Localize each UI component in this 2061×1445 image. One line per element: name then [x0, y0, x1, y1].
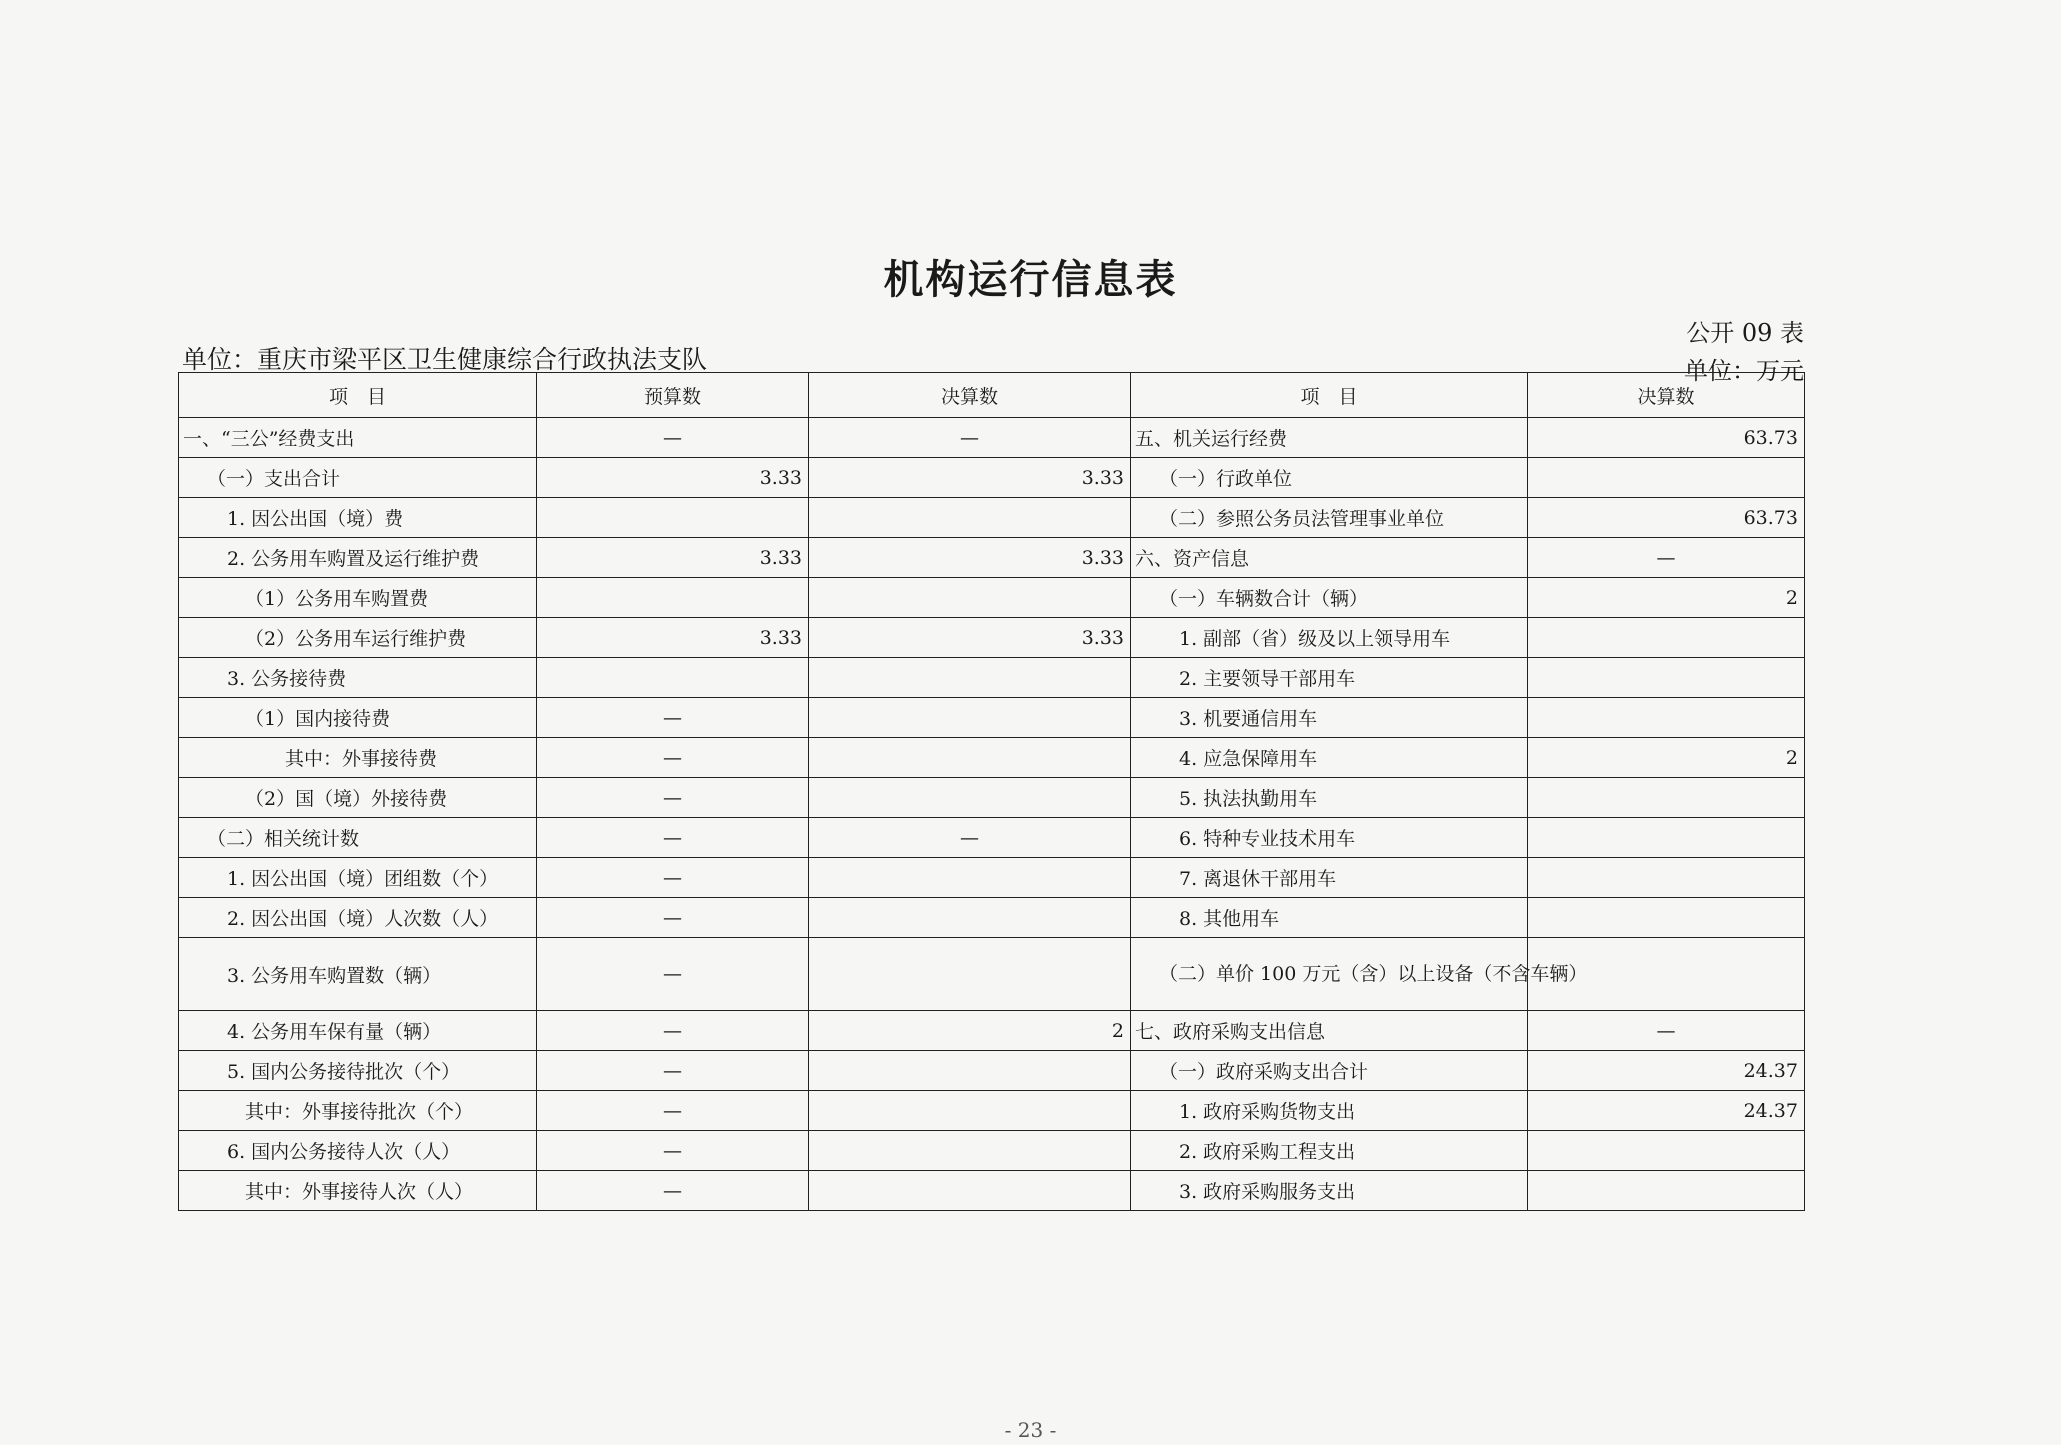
budget-cell: — — [537, 818, 809, 858]
table-row — [179, 778, 1805, 818]
final-left-cell: 3.33 — [809, 458, 1131, 498]
budget-cell: — — [537, 418, 809, 458]
left-item-cell: （2）国（境）外接待费 — [179, 778, 537, 818]
final-left-cell — [809, 738, 1131, 778]
right-item-cell: 七、政府采购支出信息 — [1131, 1011, 1528, 1051]
right-item-cell: 6. 特种专业技术用车 — [1131, 818, 1528, 858]
final-left-cell — [809, 898, 1131, 938]
left-item-cell: （1）公务用车购置费 — [179, 578, 537, 618]
right-item-cell: （二）单价 100 万元（含）以上设备（不含车辆） — [1131, 938, 1528, 1011]
page-title: 机构运行信息表 — [883, 256, 1178, 303]
final-right-cell: — — [1528, 538, 1805, 578]
final-right-cell — [1528, 618, 1805, 658]
budget-cell: — — [537, 738, 809, 778]
table-row — [179, 538, 1805, 578]
page-number: - 23 - — [1004, 1418, 1057, 1442]
left-item-cell: （1）国内接待费 — [179, 698, 537, 738]
final-left-cell — [809, 778, 1131, 818]
left-item-cell: （2）公务用车运行维护费 — [179, 618, 537, 658]
final-right-cell: 24.37 — [1528, 1051, 1805, 1091]
final-left-cell — [809, 858, 1131, 898]
final-right-cell — [1528, 1131, 1805, 1171]
left-item-cell: 4. 公务用车保有量（辆） — [179, 1011, 537, 1051]
final-left-cell — [809, 1091, 1131, 1131]
right-item-cell: （一）政府采购支出合计 — [1131, 1051, 1528, 1091]
header-budget: 预算数 — [537, 373, 809, 418]
budget-cell: 3.33 — [537, 538, 809, 578]
final-left-cell: 3.33 — [809, 618, 1131, 658]
table-row — [179, 458, 1805, 498]
budget-cell: — — [537, 898, 809, 938]
budget-cell: 3.33 — [537, 618, 809, 658]
final-left-cell — [809, 578, 1131, 618]
left-item-cell: 5. 国内公务接待批次（个） — [179, 1051, 537, 1091]
final-right-cell: 63.73 — [1528, 498, 1805, 538]
final-left-cell: 2 — [809, 1011, 1131, 1051]
table-row — [179, 1131, 1805, 1171]
right-item-cell: 3. 政府采购服务支出 — [1131, 1171, 1528, 1211]
table-row — [179, 498, 1805, 538]
final-left-cell — [809, 938, 1131, 1011]
right-item-cell: 1. 副部（省）级及以上领导用车 — [1131, 618, 1528, 658]
final-right-cell — [1528, 1171, 1805, 1211]
budget-cell: 3.33 — [537, 458, 809, 498]
table-row — [179, 698, 1805, 738]
table-row — [179, 618, 1805, 658]
right-item-cell: 五、机关运行经费 — [1131, 418, 1528, 458]
final-right-cell — [1528, 458, 1805, 498]
right-item-cell: 5. 执法执勤用车 — [1131, 778, 1528, 818]
left-item-cell: 2. 因公出国（境）人次数（人） — [179, 898, 537, 938]
right-item-cell: 2. 政府采购工程支出 — [1131, 1131, 1528, 1171]
right-item-cell: 8. 其他用车 — [1131, 898, 1528, 938]
right-item-cell: 1. 政府采购货物支出 — [1131, 1091, 1528, 1131]
budget-cell: — — [537, 1011, 809, 1051]
left-item-cell: 其中：外事接待人次（人） — [179, 1171, 537, 1211]
table-row — [179, 658, 1805, 698]
right-item-cell: 3. 机要通信用车 — [1131, 698, 1528, 738]
final-right-cell — [1528, 898, 1805, 938]
table-row — [179, 858, 1805, 898]
header-final-right: 决算数 — [1528, 373, 1805, 418]
budget-cell: — — [537, 778, 809, 818]
left-item-cell: 3. 公务用车购置数（辆） — [179, 938, 537, 1011]
table-row — [179, 1091, 1805, 1131]
right-item-cell: 7. 离退休干部用车 — [1131, 858, 1528, 898]
final-right-cell — [1528, 818, 1805, 858]
table-row — [179, 738, 1805, 778]
final-left-cell — [809, 498, 1131, 538]
left-item-cell: 2. 公务用车购置及运行维护费 — [179, 538, 537, 578]
left-item-cell: 一、“三公”经费支出 — [179, 418, 537, 458]
final-right-cell: 2 — [1528, 578, 1805, 618]
final-right-cell — [1528, 698, 1805, 738]
right-item-cell: （一）车辆数合计（辆） — [1131, 578, 1528, 618]
budget-cell: — — [537, 858, 809, 898]
final-right-cell: — — [1528, 1011, 1805, 1051]
reporting-unit: 单位：重庆市梁平区卫生健康综合行政执法支队 — [182, 345, 708, 374]
budget-cell: — — [537, 1131, 809, 1171]
final-left-cell: 3.33 — [809, 538, 1131, 578]
left-item-cell: 6. 国内公务接待人次（人） — [179, 1131, 537, 1171]
table-row — [179, 418, 1805, 458]
left-item-cell: （二）相关统计数 — [179, 818, 537, 858]
table-row — [179, 818, 1805, 858]
final-right-cell — [1528, 858, 1805, 898]
final-right-cell — [1528, 658, 1805, 698]
budget-cell — [537, 498, 809, 538]
left-item-cell: 1. 因公出国（境）团组数（个） — [179, 858, 537, 898]
right-item-cell: 4. 应急保障用车 — [1131, 738, 1528, 778]
left-item-cell: 3. 公务接待费 — [179, 658, 537, 698]
right-item-cell: （二）参照公务员法管理事业单位 — [1131, 498, 1528, 538]
table-row — [179, 938, 1805, 1011]
table-row — [179, 898, 1805, 938]
budget-cell: — — [537, 938, 809, 1011]
left-item-cell: 其中：外事接待费 — [179, 738, 537, 778]
left-item-cell: 其中：外事接待批次（个） — [179, 1091, 537, 1131]
final-left-cell: — — [809, 418, 1131, 458]
budget-cell: — — [537, 698, 809, 738]
final-right-cell: 63.73 — [1528, 418, 1805, 458]
budget-cell — [537, 658, 809, 698]
final-left-cell — [809, 1171, 1131, 1211]
final-left-cell — [809, 698, 1131, 738]
table-row — [179, 1051, 1805, 1091]
table-body — [179, 418, 1805, 1211]
budget-cell: — — [537, 1051, 809, 1091]
final-left-cell — [809, 1131, 1131, 1171]
header-final-left: 决算数 — [809, 373, 1131, 418]
right-item-cell: 六、资产信息 — [1131, 538, 1528, 578]
budget-cell: — — [537, 1171, 809, 1211]
final-right-cell: 2 — [1528, 738, 1805, 778]
final-right-cell — [1528, 778, 1805, 818]
right-item-cell: （一）行政单位 — [1131, 458, 1528, 498]
header-row — [179, 373, 1805, 418]
budget-cell — [537, 578, 809, 618]
left-item-cell: （一）支出合计 — [179, 458, 537, 498]
final-right-cell: 24.37 — [1528, 1091, 1805, 1131]
table-row — [179, 1011, 1805, 1051]
budget-cell: — — [537, 1091, 809, 1131]
final-left-cell — [809, 658, 1131, 698]
table-row — [179, 578, 1805, 618]
right-item-cell: 2. 主要领导干部用车 — [1131, 658, 1528, 698]
final-left-cell — [809, 1051, 1131, 1091]
header-right-item: 项 目 — [1131, 373, 1528, 418]
final-left-cell: — — [809, 818, 1131, 858]
header-left-item: 项 目 — [179, 373, 537, 418]
table-row — [179, 1171, 1805, 1211]
money-unit: 单位：万元 — [1684, 357, 1804, 385]
form-number: 公开 09 表 — [1686, 319, 1804, 347]
left-item-cell: 1. 因公出国（境）费 — [179, 498, 537, 538]
info-table — [178, 372, 1805, 1211]
